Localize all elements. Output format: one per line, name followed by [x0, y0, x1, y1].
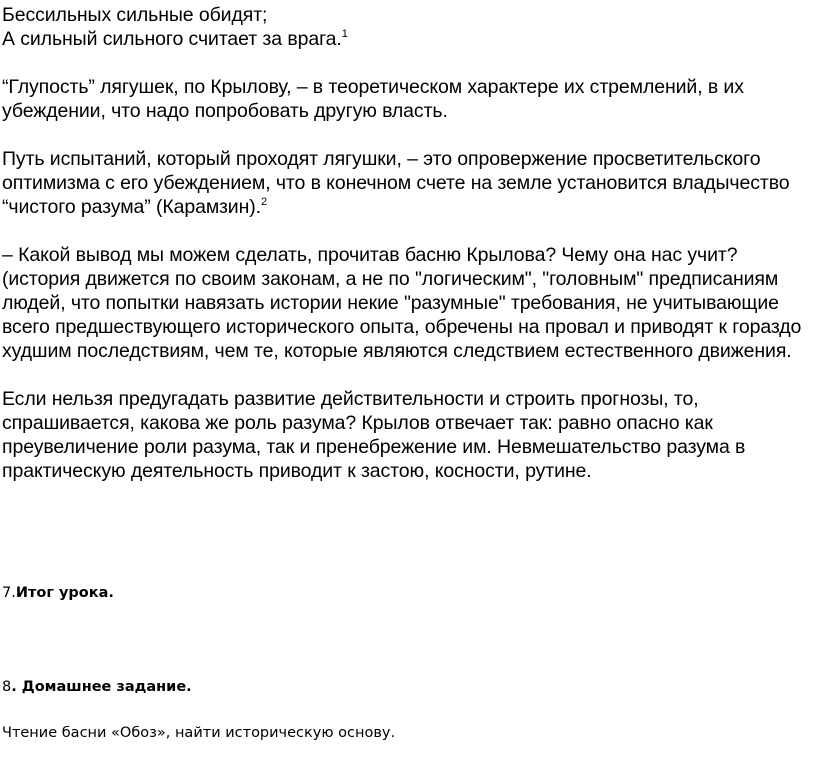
verse-line-2: А сильный сильного считает за врага. [2, 28, 342, 50]
paragraph-trials-text: Путь испытаний, который проходят лягушки, – это опровержение просветительского оптимизма с его убеждением, что в конечном счете на земле установится владычество “чистого разума” (Карамзин). [2, 148, 790, 218]
footnote-mark-1: 1 [341, 28, 348, 40]
paragraph-frogs-foolishness: “Глупость” лягушек, по Крылову, – в теоретическом характере их стремлений, в их убеждении, что надо попробовать другую власть. [2, 76, 744, 122]
section-homework [2, 677, 192, 697]
section-7-title: Итог урока. [15, 585, 114, 601]
section-7-number: 7. [2, 585, 16, 601]
paragraph-lesson-question: – Какой вывод мы можем сделать, прочитав басню Крылова? Чему она нас учит? (история движется по своим законам, а не по "логическим", "головным" предписаниям людей, что попытки навязать истории некие "разумные" требования, не учитывающие всего предшествующего исторического опыта, обречены на провал и приводят к гораздо худшим последствиям, чем те, которые являются следствием естественного движения. [2, 244, 802, 362]
paragraph-trials-path [2, 147, 814, 219]
section-lesson-summary [2, 583, 114, 603]
footnote-mark-2: 2 [260, 196, 268, 208]
main-text [2, 3, 814, 507]
paragraph-role-of-reason: Если нельзя предугадать развитие действительности и строить прогнозы, то, спрашивается, какова же роль разума? Крылов отвечает так: равно опасно как преувеличение роли разума, так и пренебрежение им. Невмешательство разума в практическую деятельность приводит к застою, косности, рутине. [2, 388, 746, 482]
section-8-title: . Домашнее задание. [11, 679, 192, 695]
verse-line-1: Бессильных сильные обидят; [2, 4, 268, 26]
verse-quote [2, 3, 814, 51]
homework-text: Чтение басни «Обоз», найти историческую основу. [2, 725, 396, 741]
section-8-number: 8 [2, 679, 12, 695]
